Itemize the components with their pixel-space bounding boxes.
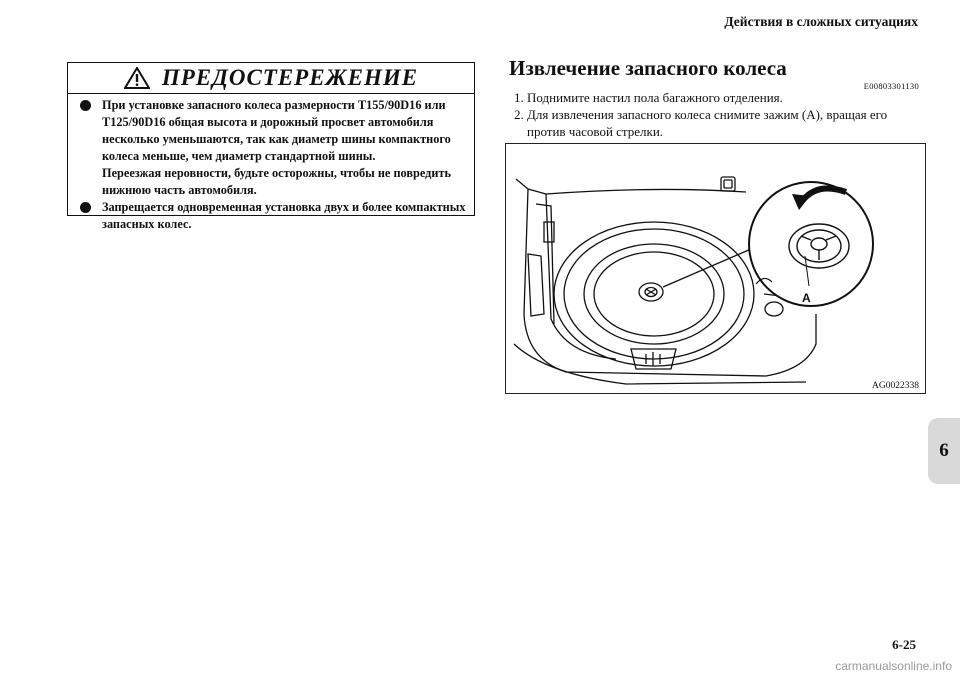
warning-header — [68, 63, 474, 94]
trunk-illustration — [506, 144, 927, 395]
spare-wheel-figure — [505, 143, 926, 394]
step-item — [510, 89, 910, 106]
bullet-icon — [80, 202, 91, 213]
step-text: Поднимите настил пола багажного отделения. — [527, 90, 783, 105]
warning-item-text: Переезжая неровности, будьте осторожны, чтобы не повредить нижнюю часть автомобиля. — [102, 166, 452, 197]
warning-box — [67, 62, 475, 231]
warning-triangle-icon — [124, 67, 150, 89]
warning-title: ПРЕДОСТЕРЕЖЕНИЕ — [161, 65, 419, 90]
warning-list — [68, 94, 474, 233]
step-text: Для извлечения запасного колеса снимите зажим (А), вращая его против часовой стрелки. — [527, 107, 888, 139]
watermark-text: carmanualsonline.info — [835, 659, 952, 673]
section-code: E00803301130 — [863, 81, 919, 91]
step-number: 1. — [514, 90, 524, 105]
warning-item — [76, 199, 466, 233]
warning-item — [76, 97, 466, 199]
warning-item-text: Запрещается одновременная установка двух и более компактных запасных колес. — [102, 200, 466, 231]
chapter-tab: 6 — [928, 418, 960, 484]
warning-item-text: При установке запасного колеса размерности T155/90D16 или T125/90D16 общая высота и дорожный просвет автомобиля несколько уменьшаются, так как диаметр шины компактного колеса меньше, чем диаметр стандартной шины. — [102, 98, 451, 163]
figure-label-a: A — [802, 291, 811, 305]
bullet-icon — [80, 100, 91, 111]
figure-code: AG0022338 — [872, 381, 919, 391]
steps-list — [510, 89, 910, 140]
step-number: 2. — [514, 107, 524, 122]
section-title: Извлечение запасного колеса — [509, 56, 787, 80]
page-header-title: Действия в сложных ситуациях — [724, 14, 918, 29]
page-number: 6-25 — [892, 637, 916, 652]
step-item — [510, 106, 910, 140]
